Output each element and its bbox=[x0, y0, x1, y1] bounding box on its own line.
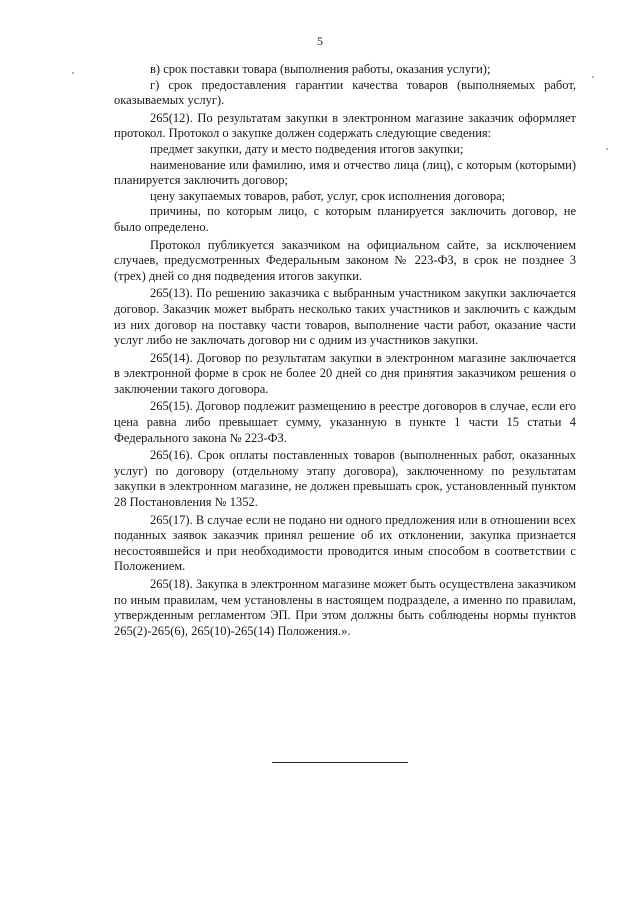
paragraph-265-12: 265(12). По результатам закупки в электронном магазине заказчик оформляет протокол. Протокол о закупке должен содержать следующие сведения: bbox=[114, 110, 576, 141]
paragraph-protocol-price: цену закупаемых товаров, работ, услуг, срок исполнения договора; bbox=[150, 188, 506, 203]
paragraph-delivery-term: в) срок поставки товара (выполнения работы, оказания услуги); bbox=[150, 62, 491, 76]
paragraph-warranty-term: г) срок предоставления гарантии качества товаров (выполняемых работ, оказываемых услуг). bbox=[114, 77, 576, 108]
scan-speck bbox=[592, 76, 594, 78]
document-body bbox=[114, 62, 576, 639]
paragraph-265-15: 265(15). Договор подлежит размещению в реестре договоров в случае, если его цена равна либо превышает сумму, указанную в пункте 1 части 15 статьи 4 Федерального закона № 223-ФЗ. bbox=[114, 399, 576, 445]
paragraph-265-14: 265(14). Договор по результатам закупки в электронном магазине заключается в электронной форме в срок не более 20 дней со дня принятия заказчиком решения о заключении такого договора. bbox=[114, 350, 576, 396]
paragraph-protocol-supplier-name: наименование или фамилию, имя и отчество лица (лиц), с которым (которыми) планируется заключить договор; bbox=[114, 157, 576, 188]
page-number: 5 bbox=[317, 34, 323, 48]
paragraph-265-13: 265(13). По решению заказчика с выбранным участником закупки заключается договор. Заказчик может выбрать несколько таких участников и заключить с каждым из них договор на поставку части товаров, выполнение части работ, оказание части услуг либо не заключать договор ни с одним из участников закупки. bbox=[114, 286, 576, 348]
paragraph-protocol-reasons: причины, по которым лицо, с которым планируется заключить договор, не было определено. bbox=[114, 204, 576, 234]
end-divider-line bbox=[272, 762, 408, 763]
paragraph-protocol-publication: Протокол публикуется заказчиком на официальном сайте, за исключением случаев, предусмотренных Федеральным законом № 223-ФЗ, в срок не позднее 3 (трех) дней со дня подведения итогов закупки. bbox=[114, 237, 576, 283]
paragraph-265-18: 265(18). Закупка в электронном магазине может быть осуществлена заказчиком по иным правилам, чем установлены в настоящем подразделе, а именно по правилам, утвержденным регламентом ЭП. При этом должны быть соблюдены нормы пунктов 265(2)-265(6), 265(10)-265(14) Положения.». bbox=[114, 577, 576, 638]
paragraph-protocol-subject: предмет закупки, дату и место подведения итогов закупки; bbox=[150, 141, 464, 156]
paragraph-265-17: 265(17). В случае если не подано ни одного предложения или в отношении всех поданных заявок заказчик принял решение об их отклонении, закупка признается несостоявшейся и при необходимости проводится иным способом в соответствии с Положением. bbox=[114, 512, 577, 574]
scan-speck bbox=[72, 72, 74, 74]
paragraph-265-16: 265(16). Срок оплаты поставленных товаров (выполненных работ, оказанных услуг) по договору (отдельному этапу договора), заключенному по результатам закупки в электронном магазине, не должен превышать срок, установленный пунктом 28 Постановления № 1352. bbox=[114, 448, 576, 510]
scan-speck bbox=[606, 148, 608, 150]
